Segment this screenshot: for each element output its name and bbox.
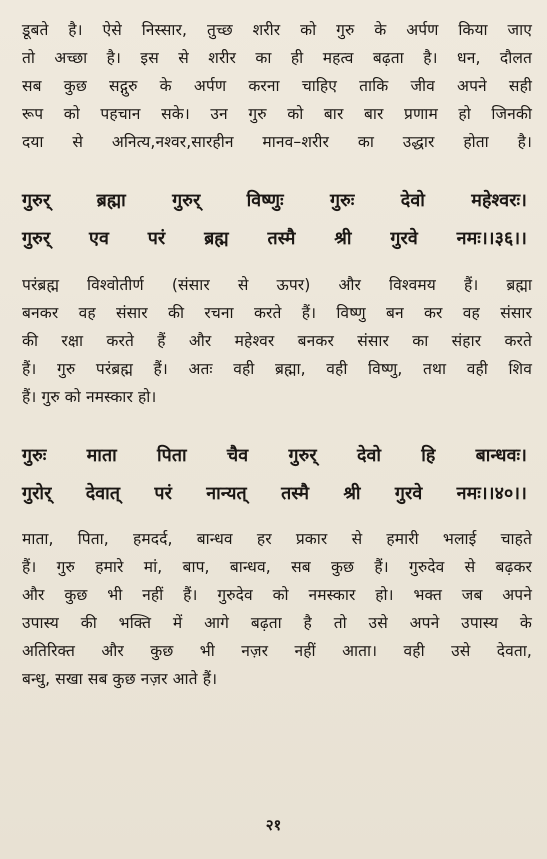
verse-line: गुरोर् देवात् परं नान्यत् तस्मै श्री गुरवे नमः।।४०।। [22, 483, 527, 504]
text-line: और कुछ भी नहीं हैं। गुरुदेव को नमस्कार हो। भक्त जब अपने [22, 586, 532, 604]
text-line: हैं। गुरु को नमस्कार हो। [22, 388, 157, 406]
paragraph-2 [22, 271, 532, 411]
text-line: उपास्य की भक्ति में आगे बढ़ता है तो उसे अपने उपास्य के [22, 614, 532, 632]
text-line: हैं। गुरु हमारे मां, बाप, बान्धव, सब कुछ हैं। गुरुदेव से बढ़कर [22, 558, 532, 576]
text-line: तो अच्छा है। इस से शरीर का ही महत्व बढ़ता है। धन, दौलत [22, 49, 532, 67]
verse-line: गुरुः माता पिता चैव गुरुर् देवो हि बान्धवः। [22, 445, 527, 466]
text-line: माता, पिता, हमदर्द, बान्धव हर प्रकार से हमारी भलाई चाहते [22, 530, 532, 548]
verse-40 [22, 437, 527, 513]
text-line: परंब्रह्म विश्वोतीर्ण (संसार से ऊपर) और विश्वमय हैं। ब्रह्मा [22, 276, 532, 294]
verse-line: गुरुर् एव परं ब्रह्म तस्मै श्री गुरवे नमः।।३६।। [22, 228, 527, 249]
text-line: अतिरिक्त और कुछ भी नज़र नहीं आता। वही उसे देवता, [22, 642, 532, 660]
text-line: बन्धु, सखा सब कुछ नज़र आते हैं। [22, 670, 218, 688]
text-line: रूप को पहचान सके। उन गुरु को बार बार प्रणाम हो जिनकी [22, 105, 532, 123]
verse-36 [22, 182, 527, 258]
text-line: बनकर वह संसार की रचना करते हैं। विष्णु बन कर वह संसार [22, 304, 532, 322]
text-line: की रक्षा करते हैं और महेश्वर बनकर संसार का संहार करते [22, 332, 532, 350]
text-line: डूबते है। ऐसे निस्सार, तुच्छ शरीर को गुरु के अर्पण किया जाए [22, 21, 532, 39]
paragraph-3 [22, 525, 532, 693]
verse-line: गुरुर् ब्रह्मा गुरुर् विष्णुः गुरुः देवो महेश्वरः। [22, 190, 527, 211]
text-line: दया से अनित्य,नश्वर,सारहीन मानव–शरीर का उद्धार होता है। [22, 133, 532, 151]
paragraph-1 [22, 16, 532, 156]
text-line: हैं। गुरु परंब्रह्म हैं। अतः वही ब्रह्मा, वही विष्णु, तथा वही शिव [22, 360, 532, 378]
text-line: सब कुछ सद्गुरु के अर्पण करना चाहिए ताकि जीव अपने सही [22, 77, 532, 95]
page-number: २१ [265, 816, 282, 834]
